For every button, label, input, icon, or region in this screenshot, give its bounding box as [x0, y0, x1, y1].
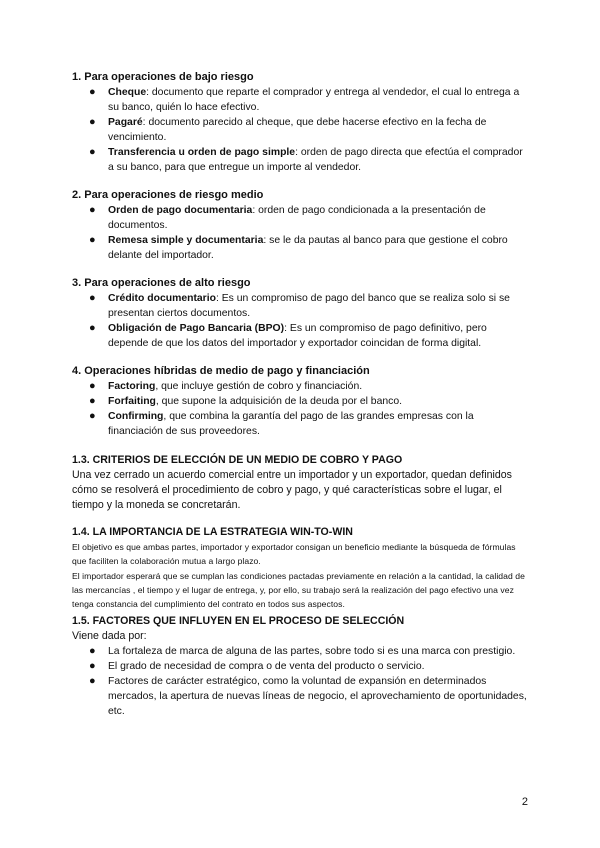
bullet-icon: ● — [89, 322, 96, 334]
bullet-icon: ● — [89, 395, 96, 407]
item-text: , que incluye gestión de cobro y financiación. — [155, 381, 363, 392]
page-number: 2 — [521, 796, 528, 808]
bullet-list — [72, 85, 528, 175]
item-text: : documento parecido al cheque, que debe hacerse efectivo en la fecha de vencimiento. — [108, 117, 487, 143]
item-term: Remesa simple y documentaria — [108, 235, 264, 246]
section-1-5 — [72, 614, 528, 719]
bullet-icon: ● — [89, 645, 96, 657]
bullet-icon: ● — [89, 380, 96, 392]
list-item — [72, 203, 528, 233]
bullet-icon: ● — [89, 146, 96, 158]
bullet-icon: ● — [89, 116, 96, 128]
item-text: , que combina la garantía del pago de las grandes empresas con la financiación de sus proveedores. — [108, 411, 474, 437]
section-paragraph: El objetivo es que ambas partes, importador y exportador consigan un beneficio mediante la búsqueda de fórmulas que faciliten la colaboración mutua a largo plazo. — [72, 542, 516, 567]
list-item — [72, 115, 528, 145]
item-text: , que supone la adquisición de la deuda por el banco. — [155, 396, 403, 407]
group-hybrid — [72, 364, 528, 439]
bullet-icon: ● — [89, 410, 96, 422]
list-item — [72, 674, 528, 719]
section-1-3 — [72, 453, 528, 513]
item-text: : se le da pautas al banco para que gestione el cobro delante del importador. — [108, 235, 508, 261]
bullet-icon: ● — [89, 204, 96, 216]
bullet-list — [72, 644, 528, 719]
bullet-icon: ● — [89, 675, 96, 687]
list-item — [72, 409, 528, 439]
list-item — [72, 659, 528, 674]
item-text: : Es un compromiso de pago definitivo, pero depende de que los datos del importador y exportador coincidan de forma digital. — [108, 323, 487, 349]
section-paragraph: El importador esperará que se cumplan las condiciones pactadas previamente en relación a la cantidad, la calidad de las mercancías , el tiempo y el lugar de entrega, y, por ello, su trabajo será la realización del pago efectivo una vez tenga constancia del cumplimiento del contrato en todos sus aspectos. — [72, 570, 525, 610]
group-medium-risk — [72, 188, 528, 263]
item-text: : orden de pago condicionada a la presentación de documentos. — [108, 205, 486, 231]
section-intro: Viene dada por: — [72, 630, 147, 642]
bullet-icon: ● — [89, 86, 96, 98]
section-1-4 — [72, 525, 528, 611]
group-title: 1. Para operaciones de bajo riesgo — [72, 71, 254, 83]
item-term: Transferencia u orden de pago simple — [108, 147, 296, 158]
group-low-risk — [72, 70, 528, 175]
item-term: Crédito documentario — [108, 293, 216, 304]
item-term: Orden de pago documentaria — [108, 205, 253, 216]
item-term: Confirming — [108, 411, 164, 422]
bullet-list — [72, 203, 528, 263]
list-item — [72, 394, 528, 409]
group-title: 3. Para operaciones de alto riesgo — [72, 277, 251, 289]
list-item — [72, 233, 528, 263]
item-text: : Es un compromiso de pago del banco que se realiza solo si se presentan ciertos documentos. — [108, 293, 510, 319]
list-item — [72, 644, 528, 659]
bullet-list — [72, 291, 528, 351]
item-text: : orden de pago directa que efectúa el comprador a su banco, para que entregue un importe al vendedor. — [108, 147, 523, 173]
bullet-list — [72, 379, 528, 439]
list-item — [72, 85, 528, 115]
bullet-icon: ● — [89, 234, 96, 246]
item-term: Pagaré — [108, 117, 143, 128]
section-title: 1.4. LA IMPORTANCIA DE LA ESTRATEGIA WIN-TO-WIN — [72, 526, 353, 538]
item-term: Cheque — [108, 87, 147, 98]
item-text: El grado de necesidad de compra o de venta del producto o servicio. — [108, 661, 425, 672]
list-item — [72, 321, 528, 351]
item-text: : documento que reparte el comprador y entrega al vendedor, el cual lo entrega a su banco, quién lo hace efectivo. — [108, 87, 520, 113]
group-high-risk — [72, 276, 528, 351]
section-title: 1.3. CRITERIOS DE ELECCIÓN DE UN MEDIO DE COBRO Y PAGO — [72, 454, 403, 466]
list-item — [72, 379, 528, 394]
item-term: Factoring — [108, 381, 156, 392]
list-item — [72, 145, 528, 175]
section-body: Una vez cerrado un acuerdo comercial entre un importador y un exportador, quedan definidos cómo se resolverá el procedimiento de cobro y pago, y qué características sobre el lugar, el tiempo y la moneda se concretarán. — [72, 469, 512, 511]
item-text: La fortaleza de marca de alguna de las partes, sobre todo si es una marca con prestigio. — [108, 646, 516, 657]
item-term: Obligación de Pago Bancaria (BPO) — [108, 323, 285, 334]
group-title: 4. Operaciones híbridas de medio de pago y financiación — [72, 365, 370, 377]
group-title: 2. Para operaciones de riesgo medio — [72, 189, 264, 201]
item-text: Factores de carácter estratégico, como la voluntad de expansión en determinados mercados, la apertura de nuevas líneas de negocio, el aprovechamiento de oportunidades, etc. — [108, 676, 527, 717]
bullet-icon: ● — [89, 660, 96, 672]
list-item — [72, 291, 528, 321]
section-title: 1.5. FACTORES QUE INFLUYEN EN EL PROCESO DE SELECCIÓN — [72, 615, 405, 627]
item-term: Forfaiting — [108, 396, 156, 407]
bullet-icon: ● — [89, 292, 96, 304]
